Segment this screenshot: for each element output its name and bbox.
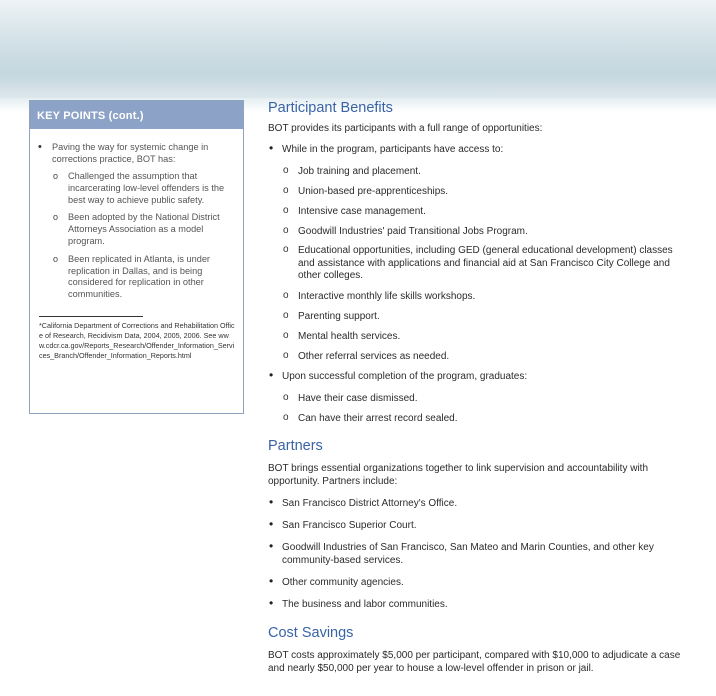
during-item: o Educational opportunities, including GED (general educational development) classes and assistance with applications and financial aid at San Francisco City College and other colleges.: [298, 245, 688, 283]
benefits-heading: Participant Benefits: [268, 100, 393, 116]
cost-heading: Cost Savings: [268, 624, 354, 641]
partners-heading: Partners: [268, 437, 323, 454]
during-sublist: [268, 165, 688, 363]
key-points-sidebar: [29, 100, 244, 414]
during-item: o Goodwill Industries' paid Transitional Jobs Program.: [298, 225, 688, 238]
during-item: o Other referral services as needed.: [298, 350, 688, 363]
sidebar-intro: Paving the way for systemic change in corrections practice, BOT has:: [52, 142, 209, 164]
partners-list: [268, 497, 688, 611]
benefits-intro: BOT provides its participants with a full range of opportunities:: [268, 123, 543, 134]
partner-item: • The business and labor communities.: [282, 598, 688, 611]
sidebar-bullet: [52, 141, 235, 301]
partners-section: [268, 436, 688, 611]
benefits-after-list: [268, 370, 688, 383]
after-sublist: [268, 392, 688, 425]
partner-item: • San Francisco Superior Court.: [282, 519, 688, 532]
during-item: o Union-based pre-apprenticeships.: [298, 185, 688, 198]
after-item: o Can have their arrest record sealed.: [298, 412, 688, 425]
sidebar-point: o Been adopted by the National District Attorneys Association as a model program.: [68, 212, 229, 247]
main-content: [268, 98, 688, 675]
during-item: o Intensive case management.: [298, 205, 688, 218]
benefits-during-item: [282, 143, 688, 156]
cost-text: BOT costs approximately $5,000 per participant, compared with $10,000 to adjudicate a case and nearly $50,000 per year to house a low-level offender in prison or jail.: [268, 649, 681, 674]
sidebar-footnote: *California Department of Corrections and Rehabilitation Office of Research, Recidivism Data, 2004, 2005, 2006. See www.cdcr.ca.gov/Reports_Research/Offender_Information_Services_Branch/Offender_Information_Reports.html: [39, 320, 235, 360]
partner-item: • Goodwill Industries of San Francisco, San Mateo and Marin Counties, and other key community-based services.: [282, 541, 688, 567]
footnote-divider: [39, 316, 143, 317]
during-item: o Job training and placement.: [298, 165, 688, 178]
sidebar-list: [30, 141, 243, 301]
participant-benefits-section: [268, 98, 688, 425]
benefits-list: [268, 143, 688, 156]
partner-item: • San Francisco District Attorney's Office.: [282, 497, 688, 510]
benefits-during-label: While in the program, participants have access to:: [282, 144, 504, 155]
partner-item: • Other community agencies.: [282, 576, 688, 589]
benefits-after-label: Upon successful completion of the program, graduates:: [282, 370, 528, 382]
header-band: [0, 0, 716, 98]
during-item: o Mental health services.: [298, 330, 688, 343]
after-item: o Have their case dismissed.: [298, 392, 688, 405]
sidebar-sublist: [52, 171, 235, 301]
during-item: o Interactive monthly life skills workshops.: [298, 290, 688, 303]
sidebar-title: KEY POINTS (cont.): [30, 101, 243, 129]
benefits-after-item: [282, 370, 688, 383]
partners-intro: BOT brings essential organizations together to link supervision and accountability with opportunity. Partners include:: [268, 462, 649, 487]
sidebar-point: o Been replicated in Atlanta, is under replication in Dallas, and is being considered for replication in other communities.: [68, 254, 229, 301]
during-item: o Parenting support.: [298, 310, 688, 323]
sidebar-point: o Challenged the assumption that incarcerating low-level offenders is the best way to achieve public safety.: [68, 171, 229, 206]
cost-savings-section: [268, 623, 688, 675]
